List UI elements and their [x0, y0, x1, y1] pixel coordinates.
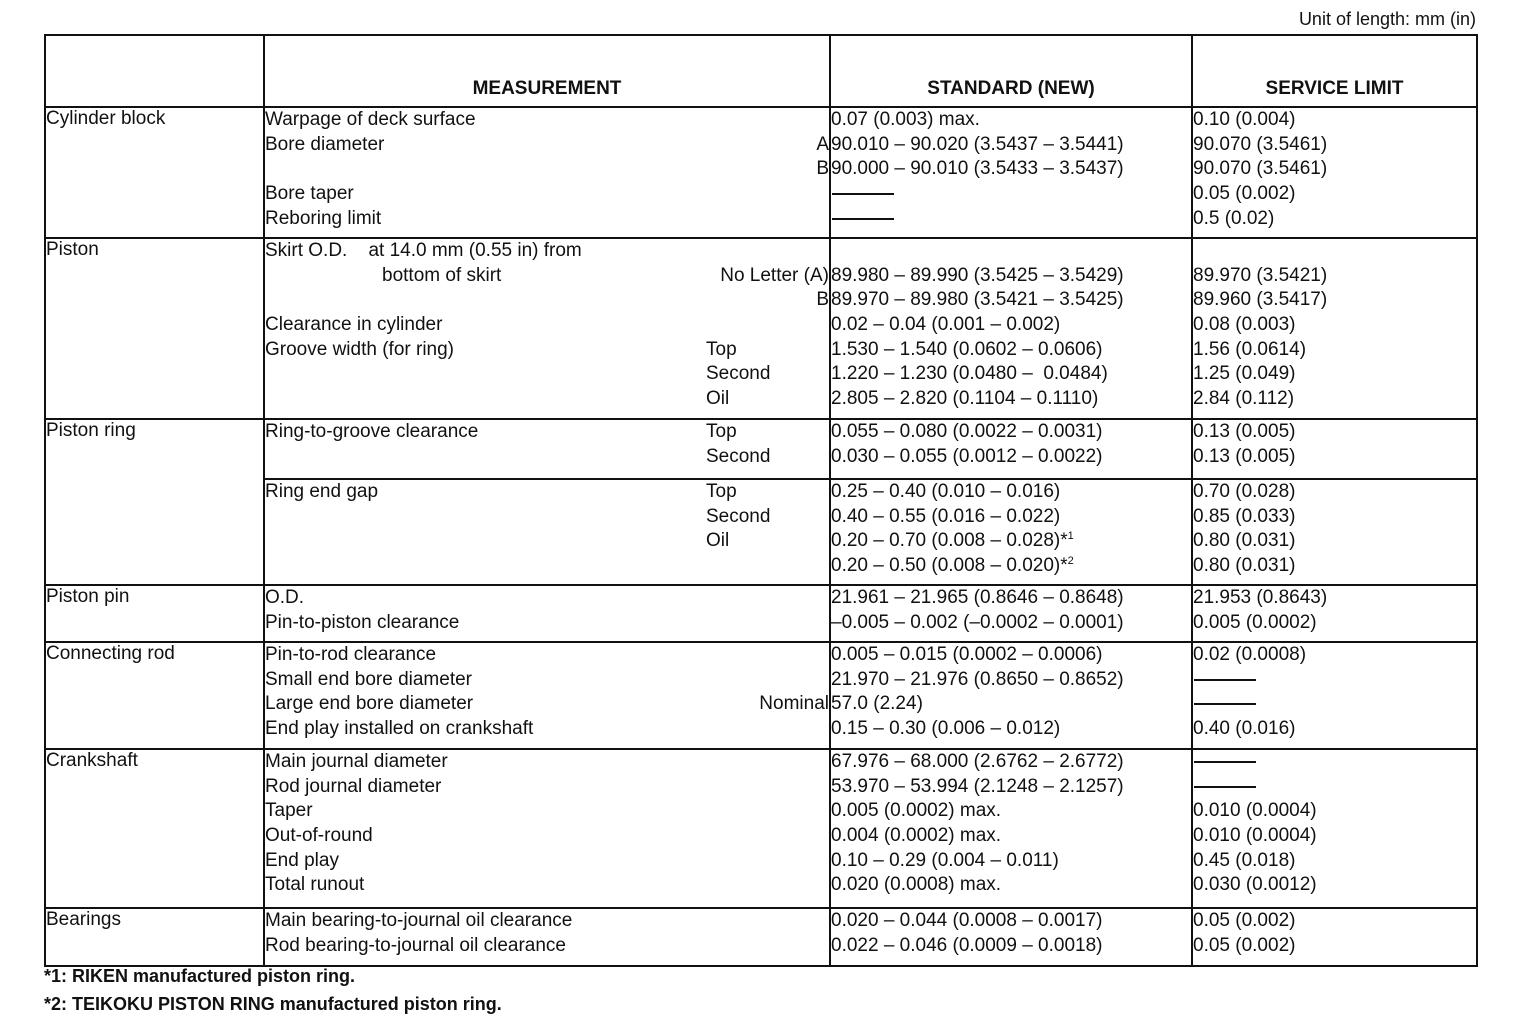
measurement-label: Bore diameter: [265, 133, 385, 155]
standard-cell: [830, 749, 1192, 908]
measurement-cell: [264, 585, 830, 642]
standard-cell: [830, 585, 1192, 642]
limit-value: 21.953 (0.8643): [1193, 587, 1328, 608]
qualifier-label: Top: [706, 338, 737, 360]
standard-value: 0.020 (0.0008) max.: [831, 874, 1002, 896]
header-row: [45, 35, 1477, 107]
standard-value: 0.020 – 0.044 (0.0008 – 0.0017): [831, 910, 1103, 931]
standard-cell: [830, 419, 1192, 479]
standard-value: 0.07 (0.003) max.: [831, 109, 980, 130]
limit-value: 0.40 (0.016): [1193, 718, 1296, 740]
standard-value: 2.805 – 2.820 (0.1104 – 0.1110): [831, 388, 1099, 410]
specification-table: [44, 34, 1478, 967]
standard-value: 0.10 – 0.29 (0.004 – 0.011): [831, 849, 1059, 871]
category-label: Cylinder block: [45, 107, 264, 238]
limit-value: 0.80 (0.031): [1193, 555, 1296, 577]
measurement-label: Skirt O.D. at 14.0 mm (0.55 in) from: [265, 240, 582, 261]
section-cylinder-block: [45, 107, 1477, 238]
standard-cell: [830, 908, 1192, 966]
section-connecting-rod: [45, 642, 1477, 749]
measurement-label: Ring-to-groove clearance: [265, 421, 479, 442]
limit-cell: [1192, 107, 1477, 238]
category-label: Connecting rod: [45, 642, 264, 749]
limit-value: 0.030 (0.0012): [1193, 874, 1317, 896]
dash-icon: [832, 193, 894, 195]
measurement-label: O.D.: [265, 587, 305, 608]
measurement-label: bottom of skirt: [382, 264, 502, 286]
standard-value: 89.980 – 89.990 (3.5425 – 3.5429): [831, 264, 1124, 286]
standard-value: 53.970 – 53.994 (2.1248 – 2.1257): [831, 775, 1124, 797]
standard-value: 0.055 – 0.080 (0.0022 – 0.0031): [831, 421, 1103, 442]
measurement-label: Large end bore diameter: [265, 693, 474, 715]
header-measurement: MEASUREMENT: [264, 35, 830, 107]
limit-value: 0.005 (0.0002): [1193, 611, 1317, 633]
limit-value: 0.10 (0.004): [1193, 109, 1296, 130]
limit-value: 0.80 (0.031): [1193, 530, 1296, 552]
measurement-cell: [264, 107, 830, 238]
standard-value: 0.40 – 0.55 (0.016 – 0.022): [831, 505, 1061, 527]
limit-value: 0.05 (0.002): [1193, 934, 1296, 956]
qualifier-label: Second: [706, 445, 771, 467]
dash-icon: [1194, 761, 1256, 763]
measurement-label: Small end bore diameter: [265, 668, 472, 690]
header-standard: STANDARD (NEW): [830, 35, 1192, 107]
standard-cell: [830, 238, 1192, 419]
footnote-1: *1: RIKEN manufactured piston ring.: [44, 966, 356, 986]
limit-cell: [1192, 419, 1477, 479]
limit-cell: [1192, 642, 1477, 749]
measurement-label: End play: [265, 849, 339, 871]
measurement-label: Rod bearing-to-journal oil clearance: [265, 934, 567, 956]
standard-value: 0.005 (0.0002) max.: [831, 800, 1002, 822]
limit-value: 0.02 (0.0008): [1193, 644, 1307, 665]
section-bearings: [45, 908, 1477, 966]
limit-value: 90.070 (3.5461): [1193, 133, 1328, 155]
category-label: Piston ring: [45, 419, 264, 585]
measurement-cell: [264, 238, 830, 419]
standard-value: 89.970 – 89.980 (3.5421 – 3.5425): [831, 289, 1124, 311]
limit-value: 0.5 (0.02): [1193, 207, 1275, 229]
measurement-label: Taper: [265, 800, 313, 822]
standard-cell: [830, 642, 1192, 749]
measurement-cell: [264, 908, 830, 966]
standard-value: 1.530 – 1.540 (0.0602 – 0.0606): [831, 338, 1103, 360]
category-label: Piston pin: [45, 585, 264, 642]
footnote-2: *2: TEIKOKU PISTON RING manufactured piston ring.: [44, 994, 502, 1014]
standard-value: 67.976 – 68.000 (2.6762 – 2.6772): [831, 751, 1124, 772]
limit-value: 0.13 (0.005): [1193, 445, 1296, 467]
header-blank: [45, 35, 264, 107]
qualifier-label: Second: [706, 363, 771, 385]
standard-value: 1.220 – 1.230 (0.0480 – 0.0484): [831, 363, 1108, 385]
header-service-limit: SERVICE LIMIT: [1192, 35, 1477, 107]
measurement-label: Pin-to-rod clearance: [265, 644, 437, 665]
standard-value: 90.000 – 90.010 (3.5433 – 3.5437): [831, 158, 1124, 180]
limit-cell: [1192, 238, 1477, 419]
measurement-label: Clearance in cylinder: [265, 314, 443, 336]
footnote-mark: 1: [1067, 530, 1074, 543]
unit-label: Unit of length: mm (in): [1298, 9, 1476, 29]
standard-value: 57.0 (2.24): [831, 693, 923, 715]
limit-value: 0.85 (0.033): [1193, 505, 1296, 527]
standard-value: 0.004 (0.0002) max.: [831, 825, 1002, 847]
category-label: Crankshaft: [45, 749, 264, 908]
standard-value: –0.005 – 0.002 (–0.0002 – 0.0001): [831, 611, 1124, 633]
measurement-label: Out-of-round: [265, 825, 373, 847]
limit-value: 0.45 (0.018): [1193, 849, 1296, 871]
standard-value: 0.20 – 0.70 (0.008 – 0.028)*: [831, 530, 1068, 552]
limit-value: 90.070 (3.5461): [1193, 158, 1328, 180]
qualifier-label: Second: [706, 505, 771, 527]
limit-cell: [1192, 749, 1477, 908]
dash-icon: [1194, 679, 1256, 681]
limit-value: 0.010 (0.0004): [1193, 825, 1317, 847]
measurement-label: Reboring limit: [265, 207, 382, 229]
qualifier-label: B: [816, 289, 829, 311]
limit-value: 0.010 (0.0004): [1193, 800, 1317, 822]
standard-value: 0.02 – 0.04 (0.001 – 0.002): [831, 314, 1061, 336]
limit-value: 0.05 (0.002): [1193, 910, 1296, 931]
limit-value: 1.25 (0.049): [1193, 363, 1296, 385]
limit-value: 1.56 (0.0614): [1193, 338, 1307, 360]
standard-cell: [830, 479, 1192, 585]
limit-cell: [1192, 585, 1477, 642]
qualifier-label: Top: [706, 421, 737, 442]
standard-value: 21.961 – 21.965 (0.8646 – 0.8648): [831, 587, 1124, 608]
measurement-cell: [264, 642, 830, 749]
measurement-label: End play installed on crankshaft: [265, 718, 534, 740]
limit-cell: [1192, 479, 1477, 585]
limit-value: 0.05 (0.002): [1193, 183, 1296, 205]
standard-value: 0.030 – 0.055 (0.0012 – 0.0022): [831, 445, 1103, 467]
section-piston: [45, 238, 1477, 419]
standard-value: 0.20 – 0.50 (0.008 – 0.020)*: [831, 555, 1068, 577]
dash-icon: [1194, 703, 1256, 705]
footnote-mark: 2: [1067, 555, 1074, 568]
limit-value: 2.84 (0.112): [1193, 388, 1295, 410]
measurement-label: Total runout: [265, 874, 365, 896]
dash-icon: [1194, 786, 1256, 788]
qualifier-label: Oil: [706, 530, 730, 552]
standard-value: 0.005 – 0.015 (0.0002 – 0.0006): [831, 644, 1103, 665]
measurement-label: Main bearing-to-journal oil clearance: [265, 910, 573, 931]
dash-icon: [832, 218, 894, 220]
measurement-label: Groove width (for ring): [265, 338, 455, 360]
standard-value: 0.25 – 0.40 (0.010 – 0.016): [831, 481, 1061, 502]
category-label: Bearings: [45, 908, 264, 966]
qualifier-label: B: [816, 158, 829, 180]
measurement-cell: [264, 749, 830, 908]
qualifier-label: No Letter (A): [720, 264, 829, 286]
standard-value: 0.15 – 0.30 (0.006 – 0.012): [831, 718, 1061, 740]
section-piston-pin: [45, 585, 1477, 642]
qualifier-label: A: [816, 133, 829, 155]
measurement-cell: [264, 419, 830, 479]
measurement-cell: [264, 479, 830, 585]
limit-value: 0.13 (0.005): [1193, 421, 1296, 442]
limit-cell: [1192, 908, 1477, 966]
limit-value: 0.70 (0.028): [1193, 481, 1296, 502]
standard-value: 0.022 – 0.046 (0.0009 – 0.0018): [831, 934, 1103, 956]
measurement-label: Rod journal diameter: [265, 775, 442, 797]
limit-value: 0.08 (0.003): [1193, 314, 1296, 336]
standard-value: 90.010 – 90.020 (3.5437 – 3.5441): [831, 133, 1124, 155]
measurement-label: Ring end gap: [265, 481, 379, 502]
category-label: Piston: [45, 238, 264, 419]
limit-value: 89.960 (3.5417): [1193, 289, 1328, 311]
qualifier-label: Nominal: [759, 693, 829, 715]
standard-value: 21.970 – 21.976 (0.8650 – 0.8652): [831, 668, 1124, 690]
measurement-label: Main journal diameter: [265, 751, 448, 772]
measurement-label: Bore taper: [265, 183, 354, 205]
qualifier-label: Top: [706, 481, 737, 502]
limit-value: 89.970 (3.5421): [1193, 264, 1328, 286]
measurement-label: Pin-to-piston clearance: [265, 611, 460, 633]
standard-cell: [830, 107, 1192, 238]
footnotes: [44, 962, 502, 1018]
section-piston-ring-groove: [45, 419, 1477, 479]
qualifier-label: Oil: [706, 388, 730, 410]
section-crankshaft: [45, 749, 1477, 908]
measurement-label: Warpage of deck surface: [265, 109, 476, 130]
